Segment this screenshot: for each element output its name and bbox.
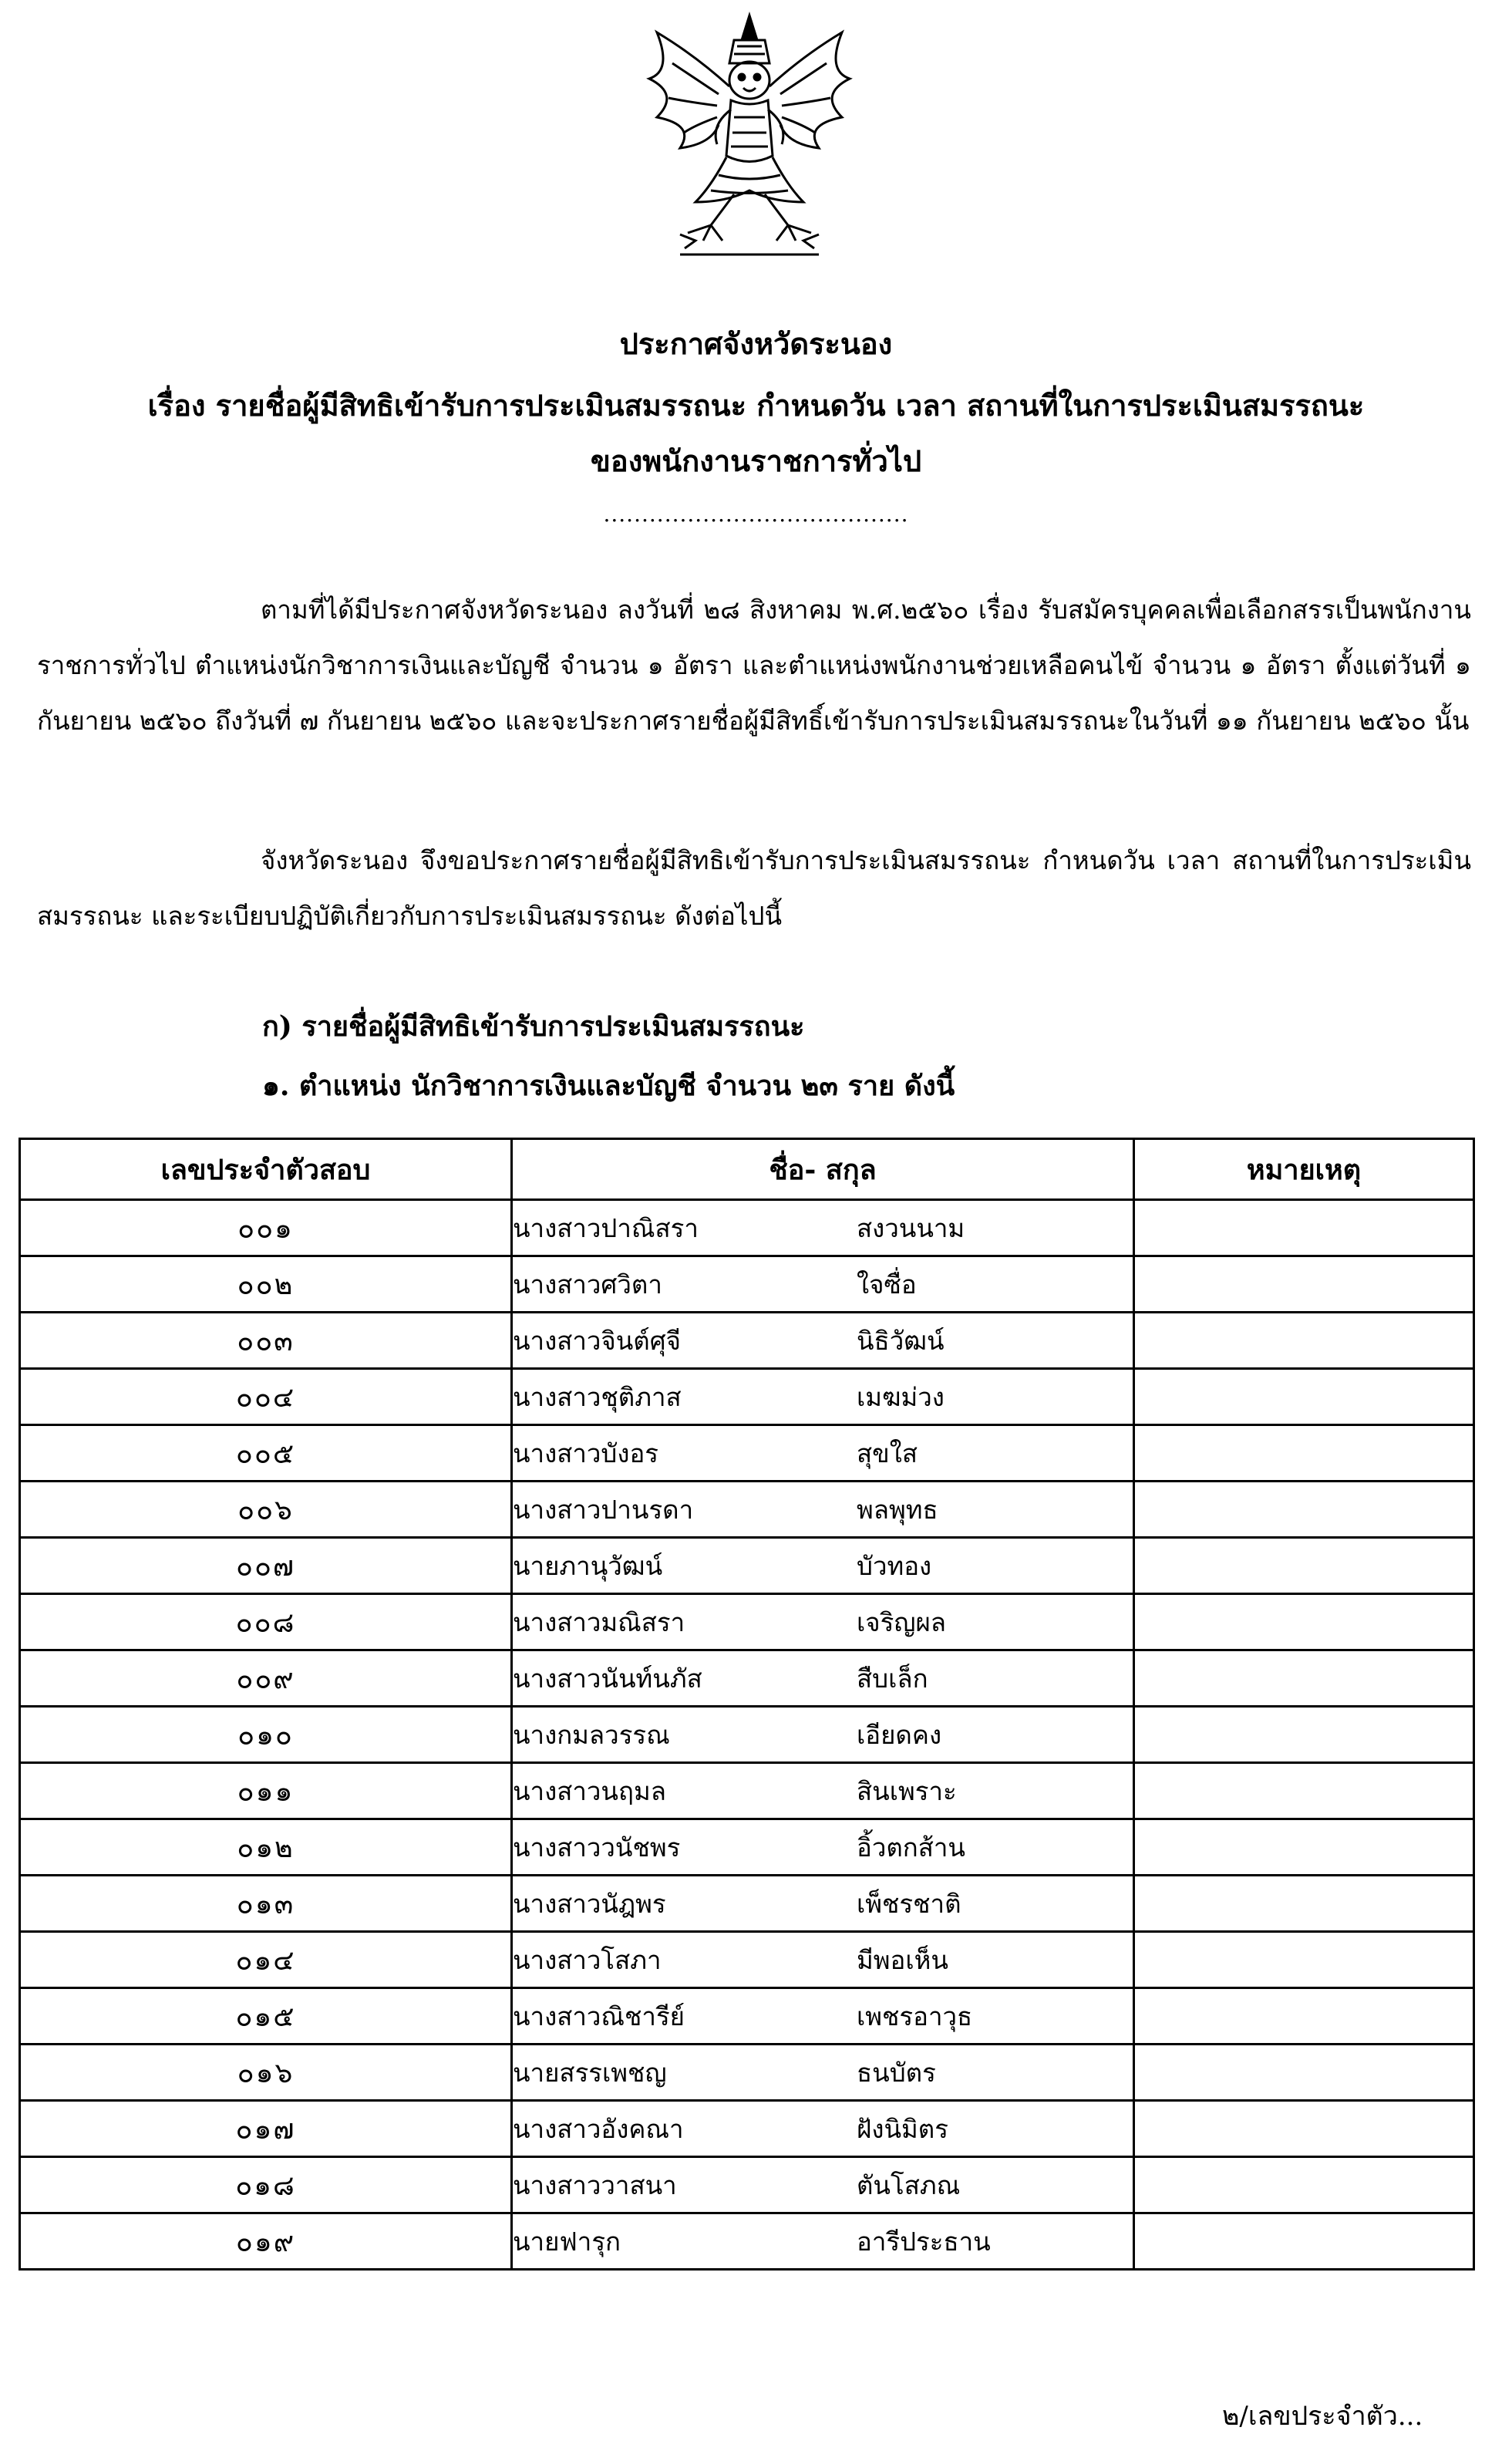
table-row	[20, 1988, 1474, 2045]
paragraph-background: ตามที่ได้มีประกาศจังหวัดระนอง ลงวันที่ ๒๘ สิงหาคม พ.ศ.๒๕๖๐ เรื่อง รับสมัครบุคคลเพื่อเลือกสรรเป็นพนักงานราชการทั่วไป ตำแหน่งนักวิชาการเงินและบัญชี จำนวน ๑ อัตรา และตำแหน่งพนักงานช่วยเหลือคนไข้ จำนวน ๑ อัตรา ตั้งแต่วันที่ ๑ กันยายน ๒๕๖๐ ถึงวันที่ ๗ กันยายน ๒๕๖๐ และจะประกาศรายชื่อผู้มีสิทธิ์เข้ารับการประเมินสมรรถนะในวันที่ ๑๑ กันยายน ๒๕๖๐ นั้น	[37, 595, 1471, 736]
remarks-cell	[1134, 1650, 1474, 1707]
title-divider: ........................................	[603, 501, 909, 527]
exam-id-cell: ๐๐๒	[20, 1256, 512, 1313]
surname: เพชรอาวุธ	[857, 2001, 973, 2031]
remarks-cell	[1134, 2213, 1474, 2270]
surname: ธนบัตร	[857, 2057, 936, 2088]
table-header-row	[20, 1139, 1474, 1200]
full-name-cell	[512, 1313, 1134, 1369]
exam-id-cell: ๐๐๙	[20, 1650, 512, 1707]
given-name: นางสาวนันท์นภัส	[513, 1663, 702, 1694]
header-full-name: ชื่อ- สกุล	[512, 1139, 1134, 1200]
given-name: นางสาวนัฎพร	[513, 1888, 666, 1919]
surname: สุขใส	[857, 1438, 918, 1468]
remarks-cell	[1134, 2101, 1474, 2157]
full-name-cell	[512, 1369, 1134, 1425]
given-name: นางสาวณิชารีย์	[513, 2001, 685, 2031]
announcement-subject-line2: ของพนักงานราชการทั่วไป	[590, 443, 922, 478]
paragraph-announcement: จังหวัดระนอง จึงขอประกาศรายชื่อผู้มีสิทธิเข้ารับการประเมินสมรรถนะ กำหนดวัน เวลา สถานที่ในการประเมินสมรรถนะ และระเบียบปฏิบัติเกี่ยวกับการประเมินสมรรถนะ ดังต่อไปนี้	[37, 845, 1471, 931]
section-heading-candidates: ก) รายชื่อผู้มีสิทธิเข้ารับการประเมินสมรรถนะ	[262, 1010, 805, 1043]
given-name: นางสาวปาณิสรา	[513, 1212, 699, 1243]
full-name-cell	[512, 1707, 1134, 1763]
remarks-cell	[1134, 1594, 1474, 1650]
remarks-cell	[1134, 1876, 1474, 1932]
table-row	[20, 2213, 1474, 2270]
surname: เมฆม่วง	[857, 1381, 945, 1412]
full-name-cell	[512, 2101, 1134, 2157]
given-name: นางสาววนัชพร	[513, 1832, 681, 1863]
exam-id-cell: ๐๑๑	[20, 1763, 512, 1819]
table-row	[20, 1932, 1474, 1988]
full-name-cell	[512, 1594, 1134, 1650]
remarks-cell	[1134, 2157, 1474, 2213]
page-continuation: ๒/เลขประจำตัว...	[1222, 2401, 1423, 2432]
full-name-cell	[512, 1256, 1134, 1313]
given-name: นางสาวโสภา	[513, 1944, 662, 1975]
remarks-cell	[1134, 1369, 1474, 1425]
given-name: นางสาวมณิสรา	[513, 1606, 685, 1637]
surname: สินเพราะ	[857, 1775, 957, 1806]
remarks-cell	[1134, 1819, 1474, 1876]
remarks-cell	[1134, 1763, 1474, 1819]
given-name: นางสาวปานรดา	[513, 1494, 694, 1525]
given-name: นายภานุวัฒน์	[513, 1550, 663, 1581]
given-name: นางสาวอังคณา	[513, 2113, 684, 2144]
full-name-cell	[512, 1482, 1134, 1538]
remarks-cell	[1134, 1200, 1474, 1256]
full-name-cell	[512, 1650, 1134, 1707]
surname: นิธิวัฒน์	[857, 1325, 945, 1356]
full-name-cell	[512, 1538, 1134, 1594]
surname: ใจซื่อ	[857, 1269, 917, 1300]
given-name: นางสาวจินต์ศุจี	[513, 1325, 682, 1356]
table-row	[20, 1819, 1474, 1876]
full-name-cell	[512, 1932, 1134, 1988]
table-row	[20, 2101, 1474, 2157]
exam-id-cell: ๐๑๖	[20, 2045, 512, 2101]
table-row	[20, 1876, 1474, 1932]
exam-id-cell: ๐๑๕	[20, 1988, 512, 2045]
table-row	[20, 2045, 1474, 2101]
remarks-cell	[1134, 2045, 1474, 2101]
surname: บัวทอง	[857, 1550, 932, 1581]
surname: อารีประธาน	[857, 2226, 991, 2257]
given-name: นายฟารุก	[513, 2226, 621, 2257]
exam-id-cell: ๐๐๘	[20, 1594, 512, 1650]
exam-id-cell: ๐๑๒	[20, 1819, 512, 1876]
table-row	[20, 1707, 1474, 1763]
table-row	[20, 1538, 1474, 1594]
table-row	[20, 1763, 1474, 1819]
remarks-cell	[1134, 1313, 1474, 1369]
full-name-cell	[512, 1876, 1134, 1932]
surname: สืบเล็ก	[857, 1663, 928, 1694]
table-row	[20, 1425, 1474, 1482]
full-name-cell	[512, 2157, 1134, 2213]
given-name: นางสาววาสนา	[513, 2169, 677, 2200]
exam-id-cell: ๐๐๓	[20, 1313, 512, 1369]
exam-id-cell: ๐๑๔	[20, 1932, 512, 1988]
exam-id-cell: ๐๐๔	[20, 1369, 512, 1425]
table-row	[20, 1482, 1474, 1538]
header-exam-id: เลขประจำตัวสอบ	[20, 1139, 512, 1200]
exam-id-cell: ๐๑๙	[20, 2213, 512, 2270]
given-name: นายสรรเพชญ	[513, 2057, 667, 2088]
surname: มีพอเห็น	[857, 1944, 948, 1975]
exam-id-cell: ๐๑๓	[20, 1876, 512, 1932]
exam-id-cell: ๐๐๖	[20, 1482, 512, 1538]
full-name-cell	[512, 1988, 1134, 2045]
table-row	[20, 1256, 1474, 1313]
exam-id-cell: ๐๐๗	[20, 1538, 512, 1594]
table-row	[20, 1594, 1474, 1650]
full-name-cell	[512, 2213, 1134, 2270]
announcement-subject: เรื่อง รายชื่อผู้มีสิทธิเข้ารับการประเมินสมรรถนะ กำหนดวัน เวลา สถานที่ในการประเมินสมรรถนะ	[147, 388, 1365, 423]
surname: ฝังนิมิตร	[857, 2113, 948, 2144]
surname: อิ้วตกส้าน	[857, 1832, 965, 1863]
exam-id-cell: ๐๑๗	[20, 2101, 512, 2157]
remarks-cell	[1134, 1425, 1474, 1482]
candidate-table	[19, 1138, 1475, 2271]
surname: พลพุทธ	[857, 1494, 938, 1525]
full-name-cell	[512, 1425, 1134, 1482]
full-name-cell	[512, 1819, 1134, 1876]
section-heading-position: ๑. ตำแหน่ง นักวิชาการเงินและบัญชี จำนวน ๒๓ ราย ดังนี้	[262, 1070, 955, 1102]
table-row	[20, 1369, 1474, 1425]
table-row	[20, 2157, 1474, 2213]
surname: สงวนนาม	[857, 1212, 965, 1243]
given-name: นางสาวศวิตา	[513, 1269, 662, 1300]
given-name: นางสาวบังอร	[513, 1438, 659, 1468]
remarks-cell	[1134, 1538, 1474, 1594]
table-row	[20, 1650, 1474, 1707]
exam-id-cell: ๐๐๑	[20, 1200, 512, 1256]
given-name: นางกมลวรรณ	[513, 1719, 670, 1750]
remarks-cell	[1134, 1707, 1474, 1763]
given-name: นางสาวนฤมล	[513, 1775, 666, 1806]
surname: เอียดคง	[857, 1719, 942, 1750]
candidate-table-body	[20, 1200, 1474, 2270]
remarks-cell	[1134, 1256, 1474, 1313]
remarks-cell	[1134, 1482, 1474, 1538]
surname: ตันโสภณ	[857, 2169, 961, 2200]
surname: เพ็ชรชาติ	[857, 1888, 961, 1919]
surname: เจริญผล	[857, 1606, 947, 1637]
exam-id-cell: ๐๑๘	[20, 2157, 512, 2213]
announcement-title: ประกาศจังหวัดระนอง	[619, 326, 893, 361]
remarks-cell	[1134, 1988, 1474, 2045]
full-name-cell	[512, 2045, 1134, 2101]
table-row	[20, 1200, 1474, 1256]
exam-id-cell: ๐๐๕	[20, 1425, 512, 1482]
exam-id-cell: ๐๑๐	[20, 1707, 512, 1763]
remarks-cell	[1134, 1932, 1474, 1988]
given-name: นางสาวชุติภาส	[513, 1381, 682, 1412]
table-row	[20, 1313, 1474, 1369]
full-name-cell	[512, 1763, 1134, 1819]
full-name-cell	[512, 1200, 1134, 1256]
header-remarks: หมายเหตุ	[1134, 1139, 1474, 1200]
garuda-emblem-icon	[626, 9, 873, 264]
